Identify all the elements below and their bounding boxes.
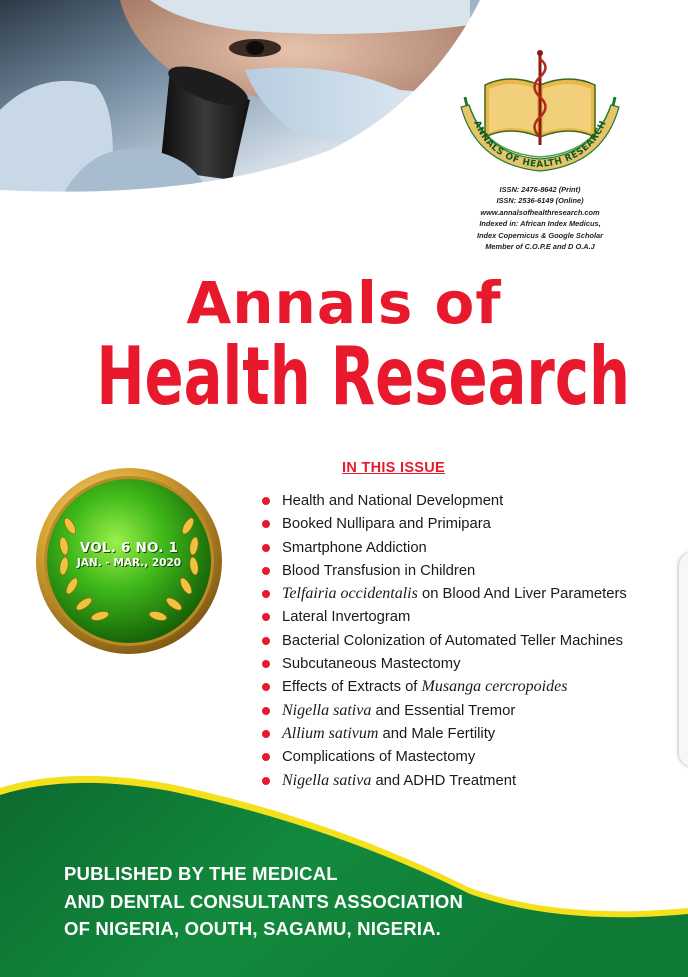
bullet-icon [262, 637, 270, 645]
in-this-issue-heading: IN THIS ISSUE [342, 460, 445, 476]
bullet-icon [262, 730, 270, 738]
journal-meta [455, 184, 625, 252]
membership: Member of C.O.P.E and D O.A.J [485, 242, 595, 252]
issue-item [262, 631, 627, 654]
issue-item-text: Bacterial Colonization of Automated Teller Machines [282, 632, 624, 649]
issue-item [262, 724, 627, 747]
issue-item-species: Telfairia occidentalis [282, 585, 418, 603]
svg-text:ANNALS OF HEALTH RESEARCH [471, 119, 609, 170]
issue-item [262, 677, 627, 700]
title-line-2: Health Research [96, 330, 630, 423]
issue-item-species: Musanga cercropoides [421, 678, 568, 696]
logo-ring-text [455, 45, 625, 185]
issue-item-text: on Blood And Liver Parameters [417, 586, 627, 603]
issue-item-species: Nigella sativa [282, 701, 372, 719]
publisher-statement [64, 860, 463, 943]
bullet-icon [262, 683, 270, 691]
title-line-1: Annals of [186, 269, 502, 337]
issue-item-species: Allium sativum [282, 724, 379, 742]
bullet-icon [262, 707, 270, 715]
publisher-line-2: AND DENTAL CONSULTANTS ASSOCIATION [64, 890, 464, 912]
issue-dates: JAN. - MAR., 2020 [76, 557, 182, 569]
indexed-line-2: Index Copernicus & Google Scholar [476, 230, 604, 240]
issue-item [262, 491, 627, 514]
issue-item-text: Subcutaneous Mastectomy [282, 656, 461, 673]
issue-item [262, 514, 627, 537]
bullet-icon [262, 567, 270, 575]
issue-item-text: and Male Fertility [378, 725, 496, 742]
bullet-icon [262, 753, 270, 761]
publisher-line-3: OF NIGERIA, OOUTH, SAGAMU, NIGERIA. [64, 918, 442, 939]
microscope-researcher-image [0, 0, 480, 200]
bullet-icon [262, 520, 270, 528]
issue-item-text: Booked Nullipara and Primipara [282, 516, 491, 533]
issue-item-species: Nigella sativa [282, 771, 372, 789]
bullet-icon [262, 660, 270, 668]
issue-item [262, 747, 627, 770]
issue-item-text: and Essential Tremor [371, 702, 516, 719]
side-tab [679, 552, 688, 767]
issue-item [262, 701, 627, 724]
issue-item-text: Complications of Mastectomy [282, 749, 476, 766]
bullet-icon [262, 544, 270, 552]
website[interactable]: www.annalsofhealthresearch.com [480, 207, 600, 217]
bullet-icon [262, 590, 270, 598]
issue-list [262, 491, 627, 794]
issue-item [262, 654, 627, 677]
issue-item-text: Lateral Invertogram [282, 609, 411, 626]
issue-item-text: Health and National Development [282, 493, 504, 509]
issn-print: ISSN: 2476-8642 (Print) [499, 185, 581, 194]
publisher-line-1: PUBLISHED BY THE MEDICAL [64, 863, 338, 884]
issue-item [262, 538, 627, 561]
indexed-line-1: Indexed in: African Index Medicus, [479, 219, 601, 229]
issue-item-text: and ADHD Treatment [371, 772, 517, 789]
issue-item [262, 607, 627, 630]
issue-item-text: Smartphone Addiction [282, 539, 427, 556]
seal-text [34, 540, 224, 570]
issue-item [262, 584, 627, 607]
issue-item [262, 561, 627, 584]
issn-online: ISSN: 2536-6149 (Online) [496, 196, 584, 206]
bullet-icon [262, 613, 270, 621]
volume-number: VOL. 6 NO. 1 [79, 540, 179, 556]
issue-item-prefix: Effects of Extracts of [282, 679, 422, 696]
bullet-icon [262, 497, 270, 505]
issue-item-text: Blood Transfusion in Children [282, 562, 476, 579]
logo-text: ANNALS OF HEALTH RESEARCH [471, 119, 609, 171]
cover-photo [0, 0, 480, 200]
